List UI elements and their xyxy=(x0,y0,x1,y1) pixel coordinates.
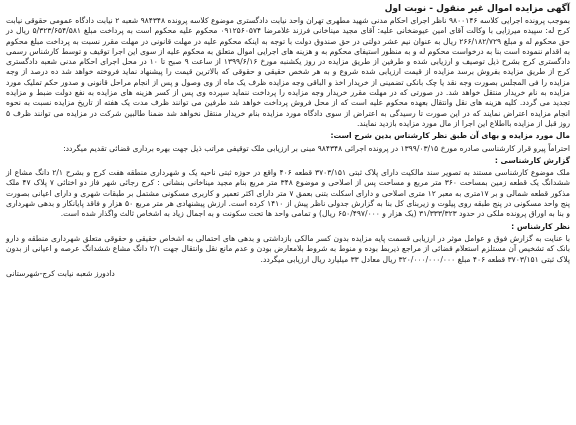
conclusion-paragraph: با عنایت به گزارش فوق و عوامل موثر در ارزیابی قسمت پایه مزایده بدون کسر مالکی بازداشتی و بدهی های احتمالی به اشخاص حقیقی و حقوقی متعلق شهرداری منطقه و دارو بانک که تشخیص آن مستلزم استعلام قضائی از مراجع ذیربط بوده و منوط به شروط بلامعارض بودن و عدم مانع نقل وانتقال جهت ۲/۱ دانگ مشاع ششدانگ عرصه و اعیانی از بدون پلاک ثبتی ۳۷۰۳/۱۵۱ قطعه ۴۰۶ مبلغ ۳۲۰/۰۰۰/۰۰۰/۰۰۰ ریال معادل ۳۳ میلیارد ریال ارزیابی میگردد. xyxy=(6,233,570,264)
respect-paragraph: احتراماً پیرو قرار کارشناسی صادره مورخ ۱۳۹۹/۰۳/۱۵ در پرونده اجرائی ۹۸۴۳۴۸ مبنی بر ارزیابی ملک توقیفی مراتب ذیل جهت بهره برداری قضائی تقدیم میگردد: xyxy=(63,143,570,153)
conclusion-label: نظر کارشناس : xyxy=(511,221,570,231)
report-paragraph: ملک موضوع کارشناسی مستند به تصویر سند مالکیت دارای پلاک ثبتی ۳۷۰۳/۱۵۱ قطعه ۴۰۶ واقع در حوزه ثبتی ناحیه یک و شهرداری منطقه هفت کرج و بشرح ۲/۱ دانگ مشاع از ششدانگ یک قطعه زمین بمساحت ۳۶۰ متر مربع و مساحت پس از اصلاحی و موضوع ۳۴۸ متر مربع بنام مجید میناخانی بنشانی : کرج رجائی شهر فاز دو اختائی ۷ پلاک ۴۷ ملک مذکور قطعه شمالی و بر ۱۷متری به معبر ۱۲ متری اصلاحی و دارای اسکلت بتنی بعمق ۷ متر دارای اکثر تعمیر و کاربری مسکونی مشتمل بر طبقات شهری و دارای اعیانی بصورت پنج واحد مسکونی در پنج طبقه روی پیلوت و زیربنای کل بنا به گزارش جدولی ناظر پیش از ۱۴۱۰ کرده است. ارزش پیشنهادی هر متر مربع ۵۰ هزار و فاقد پایانکار و بدهی شهرداری و بنا به اوراق پرونده ملکی در حدود ۳۱/۳۳۳/۳۲۳ (یک هزار و ۶۵۰/۴۹۷/۰۰۰ ریال) و تمامی واحد ها تحت سکونت و به اجمال زیاد به اشخاص ثالث واگذار شده است. xyxy=(6,168,571,219)
section-heading: مال مورد مزایده و بهای آن طبق نظر کارشناس بدین شرح است: xyxy=(330,131,570,141)
notice-title: آگهی مزایده اموال غیر منقول - نوبت اول xyxy=(384,4,570,14)
signature: دادورز شعبه نیابت کرج-شهرستانی xyxy=(6,268,115,278)
notice-intro: بموجب پرونده اجرایی کلاسه ۹۸۰۰۱۴۶ ناظر اجرای احکام مدنی شهید مطهری تهران واحد نیابت دادگستری موضوع کلاسه پرونده ۹۸۴۳۴۸ شعبه ۲ نیابت دادگاه عمومی حقوقی نیابت کرج له: سپیده میرزایی با وکالت آقای امین عیوضخانی علیه: آقای مجید میناخانی فرزند غلامرضا ۰۹۱۲۵۶۰۵۷۴ محکوم علیه محکوم است به پرداخت مبلغ ۵/۳۲۳/۶۵۴/۵۸۱ ریال در حق محکوم له و مبلغ ۲۶۶/۱۸۲/۷۲۹ ریال به عنوان نیم عشر دولتی در حق صندوق دولت با توجه به اینکه محکوم علیه در مهلت قانونی در مهلت مقرر نسبت به پرداخت مبلغ محکوم به اقدام ننموده است بنا به درخواست محکوم له و به منظور استیفای محکوم به و هزینه های اجرایی اموال متعلق به محکوم علیه از سوی این اجرا توقیف و توسط کارشناس رسمی دادگستری کرج بشرح ذیل توصیف و ارزیابی شده و طرفین از طریق مزایده در روز یکشنبه مورخ ۱۳۹۹/۶/۱۶ از ساعت ۹ صبح تا ۱۰ در محل اجرای احکام مدنی شعبه دادگستری کرج از طریق مزایده بفروش برسد مزایده از قیمت ارزیابی شده شروع و به هر شخص حقیقی و حقوقی که بالاترین قیمت را پیشنهاد نماید فروخته خواهد شد ده درصد از وجه مزایده را فی المجلس بصورت وجه نقد یا چک بانکی تضمینی از خریدار اخذ و الباقی وجه مزایده ظرف یک ماه از وی وصول و پس از انجام مراحل قانونی و صدور حکم تملیک مورد مزایده به نام خریدار منتقل خواهد شد. در صورتی که در مهلت مقرر خریدار وجه مزایده را پرداخت ننماید سپرده وی پس از کسر هزینه های مزایده به نفع دولت ضبط و مزایده تجدید می گردد. کلیه هزینه های نقل وانتقال بعهده محکوم علیه است که از محل فروش پرداخت خواهد شد طرفین می توانند ظرف مدت یک هفته از تاریخ مزایده نسبت به نحوه انجام مزایده اعتراض نمایند که در این صورت تا رسیدگی به اعتراض از سوی دادگاه مورد مزایده بنام خریدار منتقل نخواهد شد ضمنا طالبین شرکت در مزایده می توانند ظرف ۵ روز قبل از مزایده بااطلاع این اجرا از مال مورد مزایده بازدید نمایند. xyxy=(6,16,571,128)
report-label: گزارش کارشناسی : xyxy=(494,155,570,165)
